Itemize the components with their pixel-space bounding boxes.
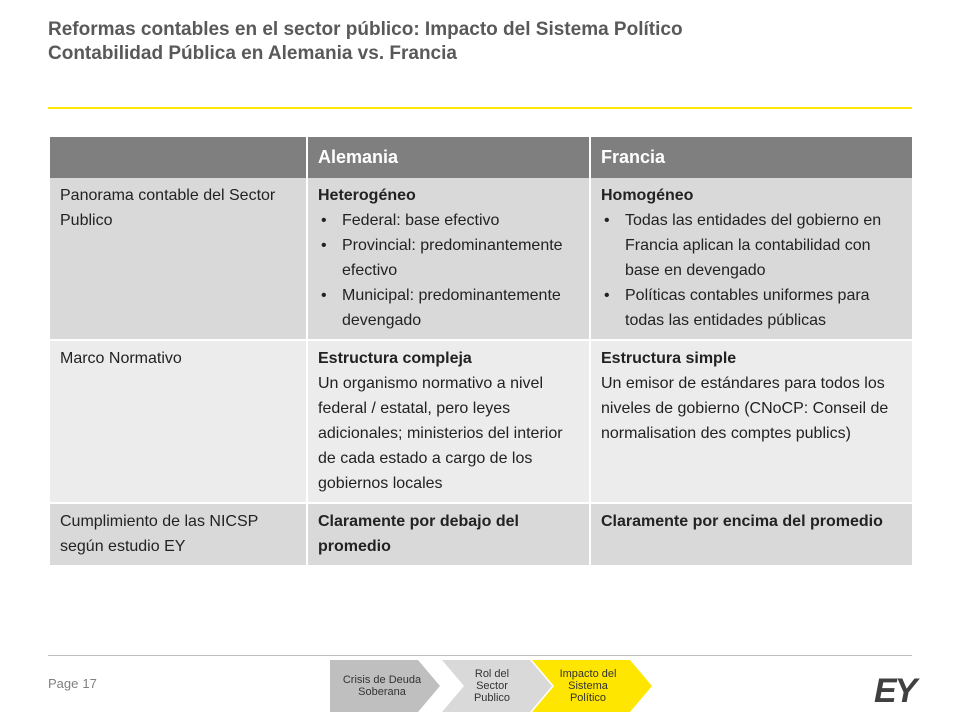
row-label: Marco Normativo (50, 340, 307, 503)
cell-heading: Heterogéneo (318, 187, 416, 204)
table-row (50, 503, 912, 566)
bullet-item: • Todas las entidades del gobierno en Francia aplican la contabilidad con base en devengado (601, 208, 904, 283)
cell-heading: Estructura compleja (318, 350, 472, 367)
cell-heading: Estructura simple (601, 350, 737, 367)
title-divider (48, 107, 912, 109)
cell-heading: Claramente por encima del promedio (601, 513, 883, 530)
bullet-item: • Federal: base efectivo (318, 208, 581, 233)
cell-francia (590, 178, 912, 340)
cell-francia (590, 340, 912, 503)
page-word: Page (48, 676, 79, 691)
bullet-item: • Políticas contables uniformes para todas las entidades públicas (601, 283, 904, 333)
table-header-row (50, 137, 912, 178)
bullet-list (318, 208, 581, 333)
bullet-item: • Provincial: predominantemente efectivo (318, 233, 581, 283)
cell-text: Un emisor de estándares para todos los niveles de gobierno (CNoCP: Conseil de normalisation des comptes publics) (601, 375, 889, 442)
bullet-item: • Municipal: predominantemente devengado (318, 283, 581, 333)
header-empty (50, 137, 307, 178)
cell-text: Un organismo normativo a nivel federal / estatal, pero leyes adicionales; ministerios del interior de cada estado a cargo de los gobiernos locales (318, 375, 563, 492)
header-francia: Francia (590, 137, 912, 178)
row-label: Cumplimiento de las NICSP según estudio EY (50, 503, 307, 566)
comparison-table (50, 137, 912, 567)
title-line-1: Reformas contables en el sector público: Impacto del Sistema Político (48, 19, 683, 40)
cell-alemania (307, 178, 590, 340)
table-row (50, 178, 912, 340)
title-line-2: Contabilidad Pública en Alemania vs. Francia (48, 43, 457, 64)
cell-alemania (307, 340, 590, 503)
cell-heading: Claramente por debajo del promedio (318, 513, 519, 555)
cell-alemania (307, 503, 590, 566)
cell-heading: Homogéneo (601, 187, 694, 204)
footer-divider (48, 655, 912, 656)
page-value: 17 (82, 676, 97, 691)
nav-step-1[interactable]: Crisis de Deuda Soberana (342, 674, 422, 698)
row-label: Panorama contable del Sector Publico (50, 178, 307, 340)
header-alemania: Alemania (307, 137, 590, 178)
ey-logo: EY (874, 672, 916, 710)
nav-step-3[interactable]: Impacto del Sistema Político (559, 668, 617, 704)
page-number (48, 676, 97, 691)
bullet-list (601, 208, 904, 333)
table-row (50, 340, 912, 503)
cell-francia (590, 503, 912, 566)
nav-step-2[interactable]: Rol del Sector Publico (473, 668, 511, 704)
slide-title (48, 18, 918, 66)
